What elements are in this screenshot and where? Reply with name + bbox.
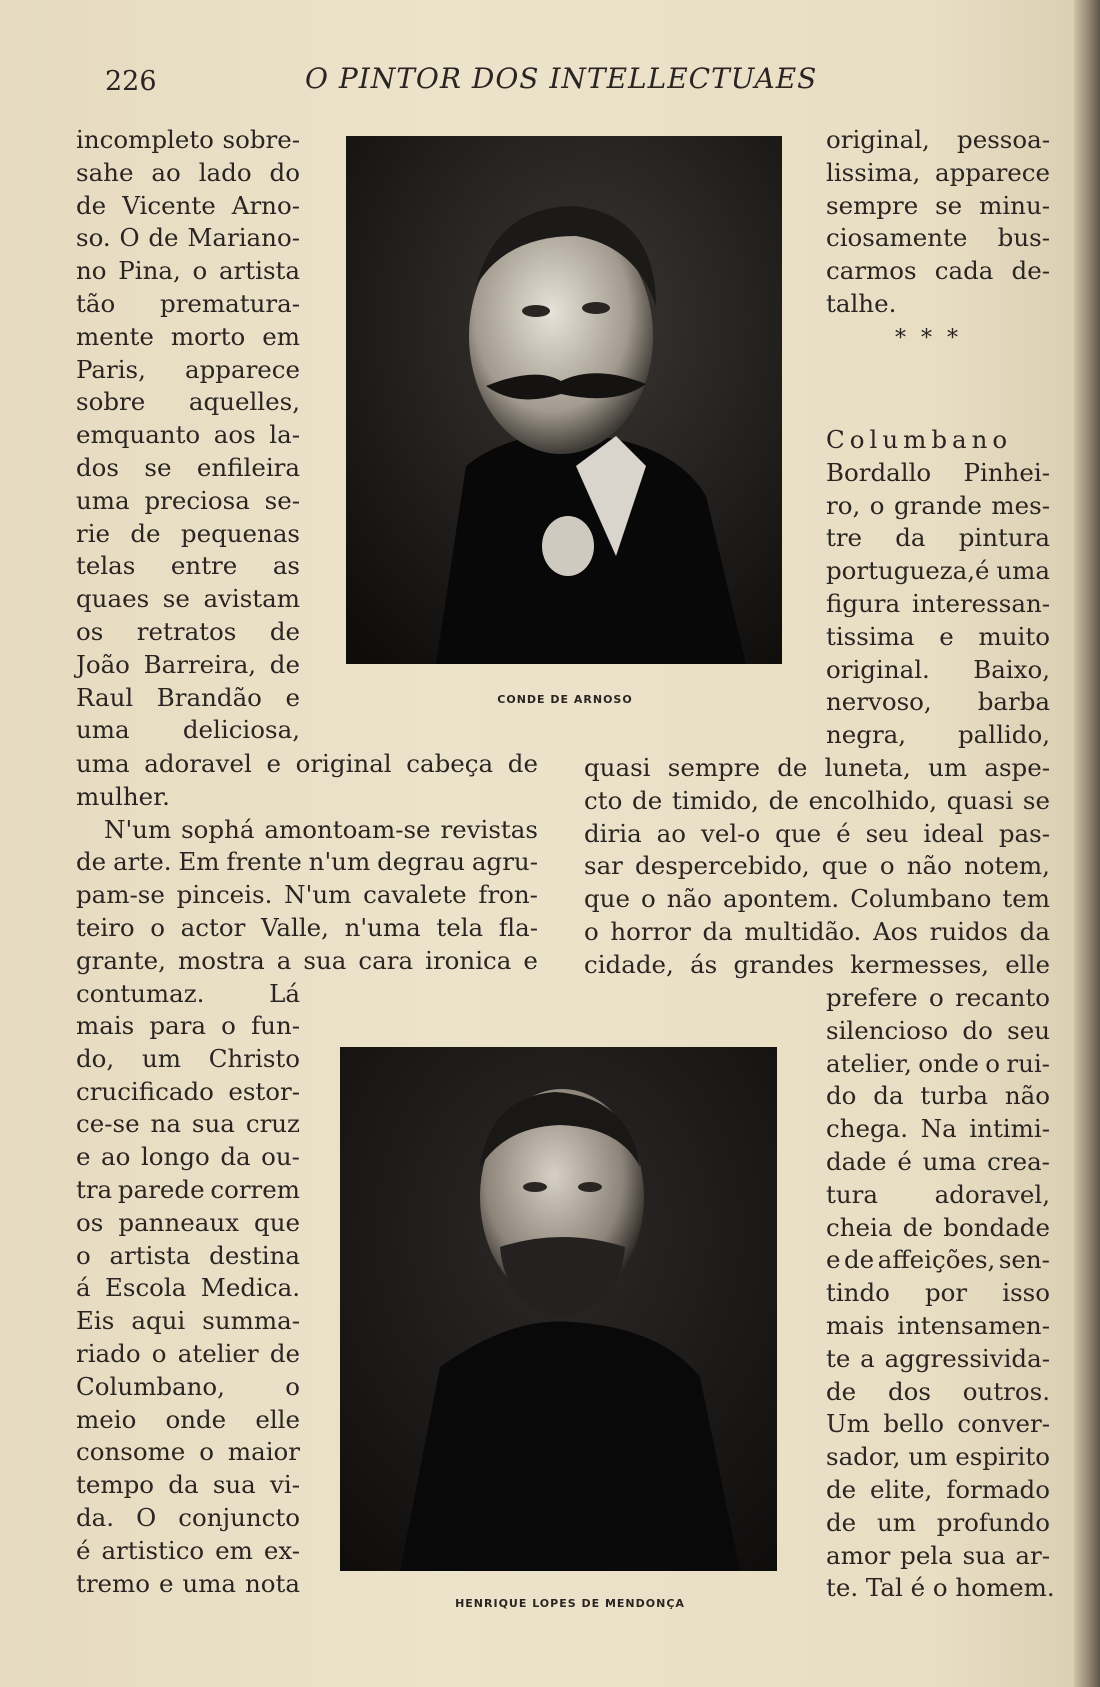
text-line: cto de timido, de encolhido, quasi se (584, 785, 1050, 815)
text-line: de um profundo (826, 1507, 1050, 1537)
text-line: da. O conjuncto (76, 1502, 300, 1532)
caption-henrique-lopes-de-mendonca: HENRIQUE LOPES DE MENDONÇA (455, 1597, 685, 1610)
text-line: de arte. Em frente n'um degrau agru- (76, 847, 538, 877)
text-line: que o não apontem. Columbano tem (584, 884, 1050, 914)
text-line: Columbano (826, 425, 1013, 454)
text-line: Raul Brandão e (76, 682, 300, 712)
text-line: sempre se minu- (826, 190, 1050, 220)
text-line: de dos outros. (826, 1376, 1050, 1406)
text-line: so. O de Mariano- (76, 223, 300, 253)
text-line: atelier, onde o rui- (826, 1048, 1050, 1078)
text-line: ce-se na sua cruz (76, 1109, 300, 1139)
text-line: tissima e muito (826, 621, 1050, 651)
left-column-top (76, 124, 300, 747)
section-separator: * * * (895, 326, 962, 351)
text-line: cheia de bondade (826, 1212, 1050, 1242)
right-wide-paragraph (584, 752, 1050, 982)
portrait-photo-icon (340, 1047, 777, 1571)
text-line: silencioso do seu (826, 1015, 1050, 1045)
text-line: crucificado estor- (76, 1076, 300, 1106)
text-line: rie de pequenas (76, 518, 300, 548)
text-line: o horror da multidão. Aos ruidos da (584, 916, 1050, 946)
text-line: Paris, apparece (76, 354, 300, 384)
text-line: é artistico em ex- (76, 1535, 300, 1565)
text-line: original. Baixo, (826, 654, 1050, 684)
text-line: carmos cada de- (826, 256, 1050, 286)
text-line: N'um sophá amontoam-se revistas (104, 814, 538, 844)
text-line: negra, pallido, (826, 720, 1050, 750)
text-line: figura interessan- (826, 588, 1050, 618)
text-line: Eis aqui summa- (76, 1306, 300, 1336)
text-line: emquanto aos la- (76, 420, 300, 450)
text-line: quasi sempre de luneta, um aspe- (584, 753, 1050, 782)
text-line: tindo por isso (826, 1278, 1050, 1308)
text-line: sador, um espirito (826, 1442, 1050, 1472)
text-line: de Vicente Arno- (76, 190, 300, 220)
portrait-henrique-lopes-de-mendonca (340, 1047, 777, 1571)
text-line: e de affeições, sen- (826, 1245, 1050, 1275)
text-line: uma adoravel e original cabeça de (76, 749, 538, 778)
text-line: mais intensamen- (826, 1310, 1050, 1340)
text-line: ciosamente bus- (826, 223, 1050, 253)
text-line: te a aggressivida- (826, 1343, 1050, 1373)
text-line: tempo da sua vi- (76, 1470, 300, 1500)
text-line: quaes se avistam (76, 584, 300, 614)
text-line: mais para o fun- (76, 1011, 300, 1040)
text-line: os panneaux que (76, 1207, 300, 1237)
text-line: Bordallo Pinhei- (826, 457, 1050, 487)
running-title: O PINTOR DOS INTELLECTUAES (305, 62, 818, 95)
left-column-bottom (76, 1010, 300, 1600)
text-line: riado o atelier de (76, 1338, 300, 1368)
text-line: cidade, ás grandes kermesses, elle (584, 949, 1050, 979)
text-line: tre da pintura (826, 523, 1050, 553)
right-column-bottom (826, 982, 1055, 1605)
text-line: teiro o actor Valle, n'uma tela fla- (76, 912, 538, 942)
text-line: amor pela sua ar- (826, 1540, 1050, 1570)
text-line: de elite, formado (826, 1474, 1050, 1504)
text-line: pam-se pinceis. N'um cavalete fron- (76, 880, 538, 910)
text-line: no Pina, o artista (76, 256, 300, 286)
text-line: incompleto sobre- (76, 125, 300, 154)
text-line: sobre aquelles, (76, 387, 300, 417)
text-line: uma preciosa se- (76, 485, 300, 515)
text-line: tão prematura- (76, 288, 300, 318)
page-number: 226 (105, 66, 157, 97)
text-line: contumaz. Lá (76, 978, 300, 1008)
text-line: prefere o recanto (826, 983, 1050, 1012)
text-line: do da turba não (826, 1081, 1050, 1111)
text-line: Columbano, o (76, 1371, 300, 1401)
text-line: João Barreira, de (76, 649, 300, 679)
text-line: talhe. (826, 288, 897, 318)
text-line: diria ao vel-o que é seu ideal pas- (584, 818, 1050, 848)
text-line: ro, o grande mes- (826, 490, 1050, 520)
text-line: á Escola Medica. (76, 1273, 300, 1303)
text-line: te. Tal é o homem. (826, 1573, 1055, 1603)
text-line: tremo e uma nota (76, 1568, 300, 1598)
text-line: tra parede correm (76, 1174, 300, 1204)
text-line: lissima, apparece (826, 157, 1050, 187)
portrait-photo-icon (346, 136, 782, 664)
text-line: telas entre as (76, 551, 300, 581)
portrait-conde-de-arnoso (346, 136, 782, 664)
text-line: o artista destina (76, 1240, 300, 1270)
text-line: dade é uma crea- (826, 1146, 1050, 1176)
page-edge-shadow (1074, 0, 1100, 1687)
right-column-mid (826, 424, 1050, 752)
text-line: dos se enfileira (76, 452, 300, 482)
text-line: chega. Na intimi- (826, 1114, 1050, 1144)
text-line: uma deliciosa, (76, 715, 300, 745)
left-wide-paragraph (76, 748, 538, 1010)
text-line: original, pessoa- (826, 125, 1050, 154)
text-line: mulher. (76, 781, 170, 811)
text-line: consome o maior (76, 1437, 300, 1467)
text-line: do, um Christo (76, 1043, 300, 1073)
text-line: e ao longo da ou- (76, 1142, 300, 1172)
text-line: sahe ao lado do (76, 157, 300, 187)
text-line: tura adoravel, (826, 1179, 1050, 1209)
text-line: nervoso, barba (826, 687, 1050, 717)
text-line: grante, mostra a sua cara ironica e (76, 945, 538, 975)
text-line: os retratos de (76, 616, 300, 646)
text-line: portugueza,é uma (826, 556, 1050, 586)
text-line: sar despercebido, que o não notem, (584, 851, 1050, 881)
text-line: meio onde elle (76, 1404, 300, 1434)
text-line: Um bello conver- (826, 1409, 1050, 1439)
right-column-top (826, 124, 1050, 321)
caption-conde-de-arnoso: CONDE DE ARNOSO (497, 693, 633, 706)
text-line: mente morto em (76, 321, 300, 351)
